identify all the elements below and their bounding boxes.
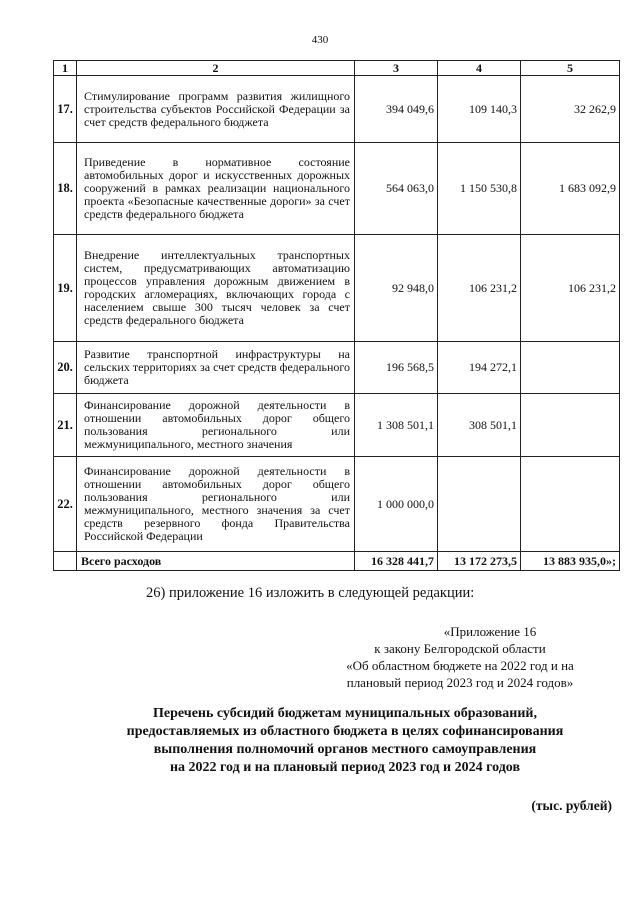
total-2023: 13 172 273,5 (438, 552, 521, 571)
document-title (60, 705, 630, 777)
value-2023: 308 501,1 (438, 394, 521, 457)
total-2024: 13 883 935,0»; (521, 552, 620, 571)
table-row (54, 394, 620, 457)
column-header: 1 (54, 61, 77, 76)
table-row (54, 143, 620, 235)
table-row (54, 76, 620, 143)
table-row (54, 235, 620, 342)
row-name: Финансирование дорожной деятельности в отношении автомобильных дорог общего пользования регионального или межмуниципального, местного значения за счет средств резервного фонда Правительства Российской Федерации (77, 457, 355, 552)
row-number: 18. (54, 143, 77, 235)
total-2022: 16 328 441,7 (355, 552, 438, 571)
value-2024 (521, 342, 620, 394)
value-2022: 196 568,5 (355, 342, 438, 394)
value-2024 (521, 457, 620, 552)
total-label: Всего расходов (77, 552, 355, 571)
table-header-row (54, 61, 620, 76)
column-header: 5 (521, 61, 620, 76)
value-2022: 1 000 000,0 (355, 457, 438, 552)
value-2023 (438, 457, 521, 552)
value-2022: 394 049,6 (355, 76, 438, 143)
appendix-line: «Приложение 16 (443, 624, 537, 639)
row-name: Стимулирование программ развития жилищного строительства субъектов Российской Федерации за счет средств федерального бюджета (77, 76, 355, 143)
table-row (54, 457, 620, 552)
column-header: 3 (355, 61, 438, 76)
value-2024: 32 262,9 (521, 76, 620, 143)
row-number: 20. (54, 342, 77, 394)
amendment-text: 26) приложение 16 изложить в следующей редакции: (146, 585, 475, 601)
column-header: 4 (438, 61, 521, 76)
row-name: Внедрение интеллектуальных транспортных систем, предусматривающих автоматизацию процессов управления дорожным движением в городских агломерациях, включающих города с населением свыше 300 тысяч человек за счет средств федерального бюджета (77, 235, 355, 342)
title-line: предоставляемых из областного бюджета в целях софинансирования (126, 724, 564, 739)
value-2022: 564 063,0 (355, 143, 438, 235)
row-name: Развитие транспортной инфраструктуры на сельских территориях за счет средств федерального бюджета (77, 342, 355, 394)
value-2023: 194 272,1 (438, 342, 521, 394)
title-line: выполнения полномочий органов местного самоуправления (153, 742, 537, 757)
appendix-header (310, 623, 610, 691)
total-row (54, 552, 620, 571)
value-2024 (521, 394, 620, 457)
appendix-line: к закону Белгородской области (374, 641, 546, 656)
row-name: Приведение в нормативное состояние автомобильных дорог и искусственных дорожных сооружений в рамках реализации национального проекта «Безопасные качественные дороги» за счет средств федерального бюджета (77, 143, 355, 235)
row-number: 22. (54, 457, 77, 552)
subsidy-table (53, 60, 620, 571)
appendix-line: плановый период 2023 год и 2024 годов» (346, 675, 574, 690)
page-number: 430 (311, 34, 329, 46)
table-row (54, 342, 620, 394)
value-2023: 109 140,3 (438, 76, 521, 143)
value-2023: 106 231,2 (438, 235, 521, 342)
appendix-line: «Об областном бюджете на 2022 год и на (346, 658, 574, 673)
column-header: 2 (77, 61, 355, 76)
row-number: 19. (54, 235, 77, 342)
value-2024: 1 683 092,9 (521, 143, 620, 235)
row-number: 21. (54, 394, 77, 457)
row-number: 17. (54, 76, 77, 143)
title-line: на 2022 год и на плановый период 2023 год и 2024 годов (169, 760, 521, 775)
value-2022: 1 308 501,1 (355, 394, 438, 457)
row-name: Финансирование дорожной деятельности в отношении автомобильных дорог общего пользования регионального или межмуниципального, местного значения (77, 394, 355, 457)
title-line: Перечень субсидий бюджетам муниципальных образований, (153, 706, 537, 721)
value-2022: 92 948,0 (355, 235, 438, 342)
value-2024: 106 231,2 (521, 235, 620, 342)
value-2023: 1 150 530,8 (438, 143, 521, 235)
units-label: (тыс. рублей) (531, 798, 612, 813)
